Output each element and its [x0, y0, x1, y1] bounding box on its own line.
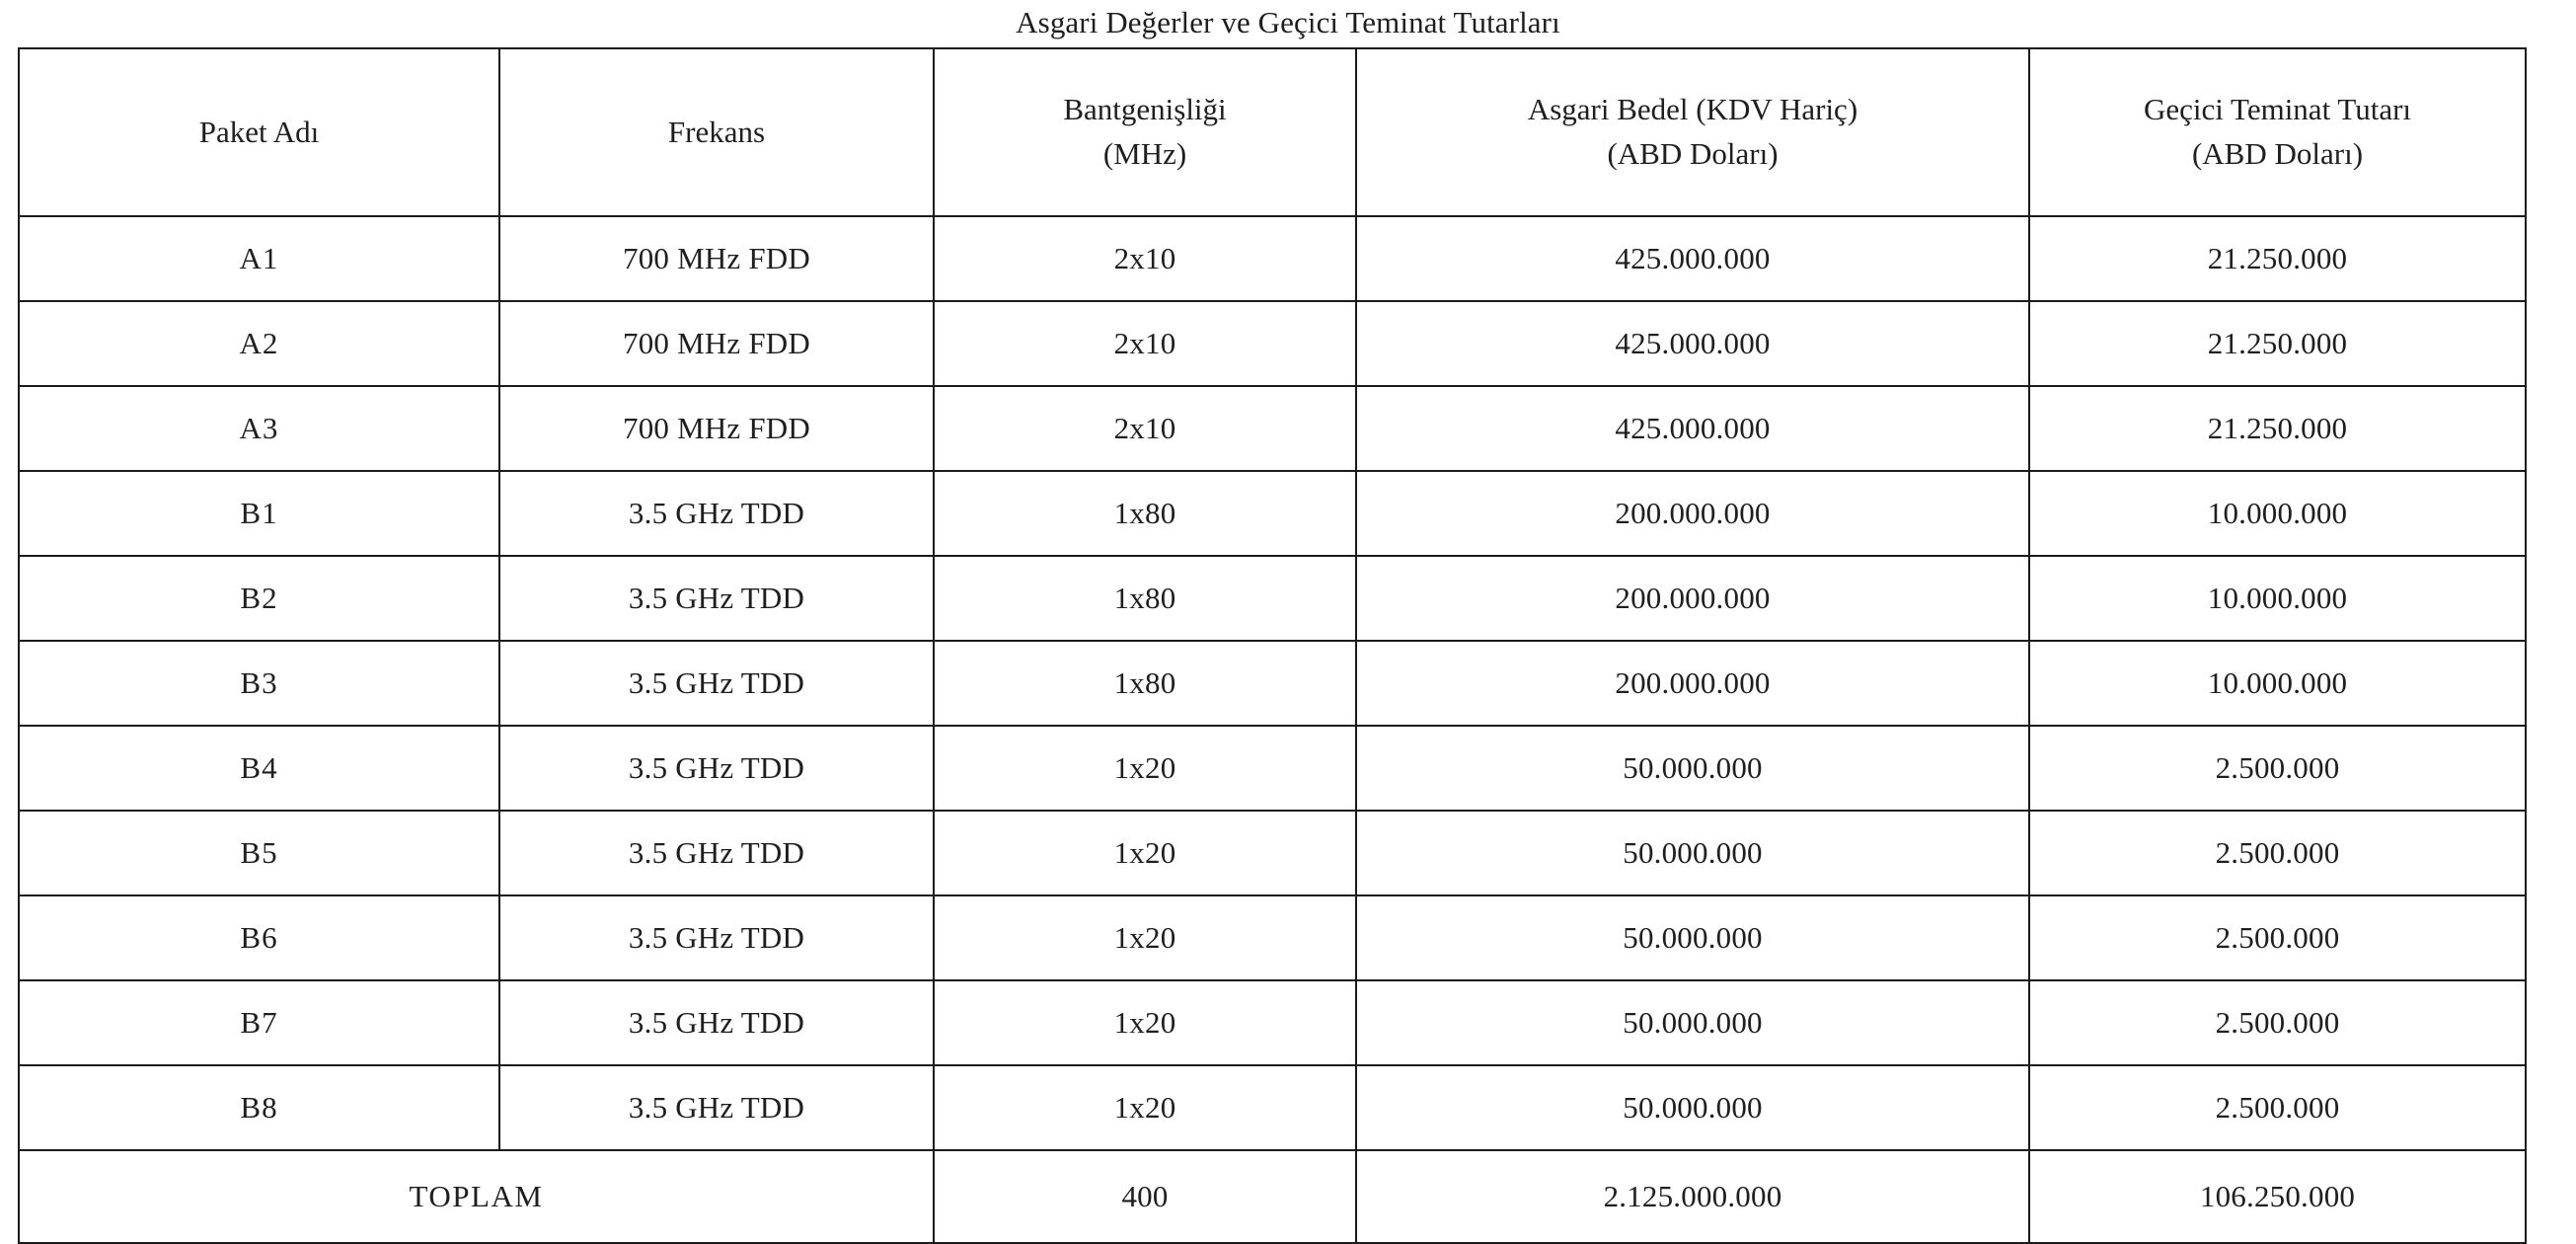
cell-paket-adi: B8: [19, 1065, 499, 1150]
minimum-values-table: [18, 47, 2527, 1244]
table-header-row: [19, 48, 2526, 216]
column-header-line2: (ABD Doları): [1607, 136, 1779, 172]
cell-frekans: 700 MHz FDD: [499, 216, 934, 301]
cell-gecici-teminat: 2.500.000: [2029, 726, 2526, 811]
cell-total-bantgenisligi: 400: [934, 1150, 1356, 1243]
cell-bantgenisligi: 1x80: [934, 471, 1356, 556]
cell-bantgenisligi: 1x80: [934, 641, 1356, 726]
cell-bantgenisligi: 1x20: [934, 895, 1356, 980]
cell-bantgenisligi: 1x20: [934, 811, 1356, 895]
table-row: [19, 726, 2526, 811]
cell-total-gecici-teminat: 106.250.000: [2029, 1150, 2526, 1243]
cell-asgari-bedel: 50.000.000: [1356, 726, 2029, 811]
cell-paket-adi: A3: [19, 386, 499, 471]
cell-paket-adi: B3: [19, 641, 499, 726]
cell-bantgenisligi: 1x80: [934, 556, 1356, 641]
column-header-bantgenisligi: [934, 48, 1356, 216]
column-header-gecici-teminat: [2029, 48, 2526, 216]
table-row: [19, 216, 2526, 301]
column-header-frekans: [499, 48, 934, 216]
cell-gecici-teminat: 21.250.000: [2029, 386, 2526, 471]
cell-asgari-bedel: 425.000.000: [1356, 386, 2029, 471]
column-header-paket-adi: [19, 48, 499, 216]
cell-asgari-bedel: 50.000.000: [1356, 895, 2029, 980]
cell-asgari-bedel: 200.000.000: [1356, 556, 2029, 641]
table-row: [19, 301, 2526, 386]
column-header-asgari-bedel: [1356, 48, 2029, 216]
column-header-line1: Paket Adı: [198, 114, 320, 149]
cell-frekans: 700 MHz FDD: [499, 301, 934, 386]
cell-paket-adi: A2: [19, 301, 499, 386]
page-title: Asgari Değerler ve Geçici Teminat Tutarları: [1016, 5, 1560, 39]
cell-gecici-teminat: 2.500.000: [2029, 895, 2526, 980]
cell-gecici-teminat: 10.000.000: [2029, 641, 2526, 726]
table-row: [19, 811, 2526, 895]
column-header-line2: (ABD Doları): [2191, 136, 2364, 172]
cell-gecici-teminat: 10.000.000: [2029, 471, 2526, 556]
cell-asgari-bedel: 50.000.000: [1356, 980, 2029, 1065]
cell-gecici-teminat: 2.500.000: [2029, 980, 2526, 1065]
table-row: [19, 980, 2526, 1065]
table-row: [19, 471, 2526, 556]
table-row: [19, 641, 2526, 726]
cell-bantgenisligi: 1x20: [934, 726, 1356, 811]
cell-gecici-teminat: 10.000.000: [2029, 556, 2526, 641]
cell-paket-adi: A1: [19, 216, 499, 301]
cell-paket-adi: B4: [19, 726, 499, 811]
cell-asgari-bedel: 50.000.000: [1356, 1065, 2029, 1150]
cell-gecici-teminat: 2.500.000: [2029, 811, 2526, 895]
cell-asgari-bedel: 200.000.000: [1356, 641, 2029, 726]
cell-frekans: 3.5 GHz TDD: [499, 1065, 934, 1150]
cell-bantgenisligi: 1x20: [934, 1065, 1356, 1150]
cell-asgari-bedel: 425.000.000: [1356, 216, 2029, 301]
table-row: [19, 556, 2526, 641]
cell-gecici-teminat: 21.250.000: [2029, 301, 2526, 386]
cell-paket-adi: B1: [19, 471, 499, 556]
cell-asgari-bedel: 425.000.000: [1356, 301, 2029, 386]
cell-frekans: 3.5 GHz TDD: [499, 471, 934, 556]
cell-frekans: 3.5 GHz TDD: [499, 980, 934, 1065]
table-total-row: [19, 1150, 2526, 1243]
cell-asgari-bedel: 50.000.000: [1356, 811, 2029, 895]
cell-paket-adi: B7: [19, 980, 499, 1065]
cell-frekans: 3.5 GHz TDD: [499, 641, 934, 726]
cell-gecici-teminat: 2.500.000: [2029, 1065, 2526, 1150]
table-container: [18, 47, 2554, 1244]
cell-paket-adi: B5: [19, 811, 499, 895]
table-header: [19, 48, 2526, 216]
column-header-line2: (MHz): [1102, 136, 1187, 172]
cell-paket-adi: B2: [19, 556, 499, 641]
table-row: [19, 386, 2526, 471]
column-header-line1: Asgari Bedel (KDV Hariç): [1527, 92, 1858, 127]
cell-bantgenisligi: 2x10: [934, 216, 1356, 301]
cell-asgari-bedel: 200.000.000: [1356, 471, 2029, 556]
cell-total-label: TOPLAM: [19, 1150, 934, 1243]
cell-frekans: 3.5 GHz TDD: [499, 726, 934, 811]
cell-bantgenisligi: 2x10: [934, 301, 1356, 386]
table-body: [19, 216, 2526, 1243]
cell-frekans: 3.5 GHz TDD: [499, 811, 934, 895]
cell-frekans: 3.5 GHz TDD: [499, 556, 934, 641]
cell-frekans: 700 MHz FDD: [499, 386, 934, 471]
cell-gecici-teminat: 21.250.000: [2029, 216, 2526, 301]
column-header-line1: Frekans: [667, 114, 766, 149]
cell-paket-adi: B6: [19, 895, 499, 980]
cell-total-asgari-bedel: 2.125.000.000: [1356, 1150, 2029, 1243]
table-row: [19, 895, 2526, 980]
table-row: [19, 1065, 2526, 1150]
cell-bantgenisligi: 2x10: [934, 386, 1356, 471]
cell-bantgenisligi: 1x20: [934, 980, 1356, 1065]
column-header-line1: Geçici Teminat Tutarı: [2143, 92, 2412, 127]
column-header-line1: Bantgenişliği: [1063, 92, 1227, 127]
cell-frekans: 3.5 GHz TDD: [499, 895, 934, 980]
